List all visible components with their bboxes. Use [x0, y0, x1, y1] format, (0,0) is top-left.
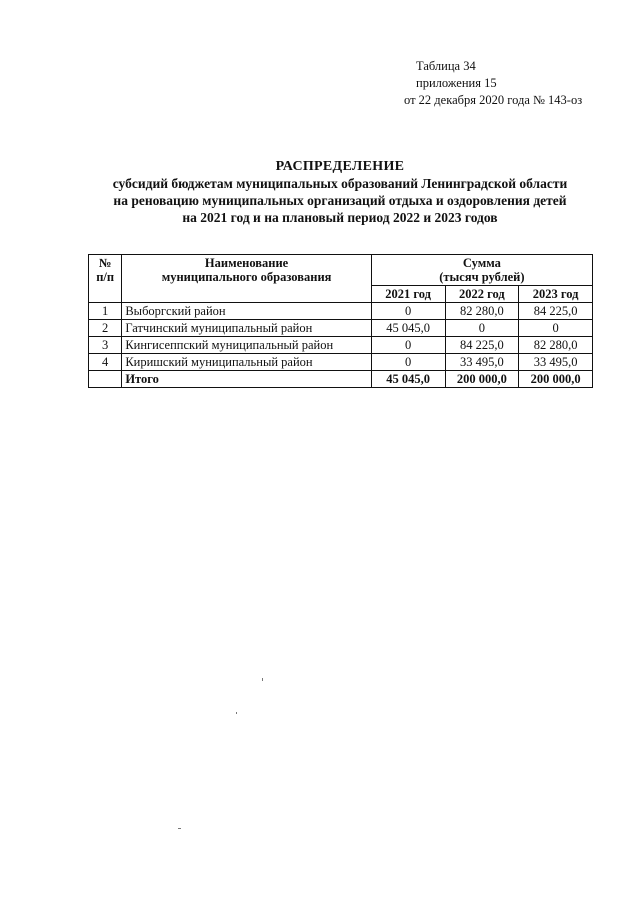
header-sum-unit: (тысяч рублей)	[439, 270, 525, 284]
header-name-line-2: муниципального образования	[161, 270, 332, 284]
row-value-2021: 0	[371, 354, 445, 371]
header-sum	[371, 255, 592, 286]
reference-table-number: Таблица 34	[416, 59, 476, 73]
header-year-2023: 2023 год	[519, 286, 593, 303]
total-label: Итого	[122, 371, 371, 388]
row-value-2022: 33 495,0	[445, 354, 519, 371]
scan-speck	[236, 712, 237, 714]
header-name	[122, 255, 371, 303]
header-number-abbr: п/п	[96, 270, 115, 284]
table-row	[89, 337, 593, 354]
distribution-table	[88, 254, 593, 388]
row-value-2023: 84 225,0	[519, 303, 593, 320]
row-value-2022: 84 225,0	[445, 337, 519, 354]
table-row	[89, 354, 593, 371]
header-name-line-1: Наименование	[204, 256, 289, 270]
row-name: Выборгский район	[122, 303, 371, 320]
total-value-2023: 200 000,0	[519, 371, 593, 388]
row-name: Кингисеппский муниципальный район	[122, 337, 371, 354]
document-subtitle-line-1: субсидий бюджетам муниципальных образований Ленинградской области	[112, 176, 568, 191]
row-value-2021: 45 045,0	[371, 320, 445, 337]
reference-law-date: от 22 декабря 2020 года № 143-оз	[404, 93, 583, 107]
row-value-2022: 0	[445, 320, 519, 337]
row-value-2023: 82 280,0	[519, 337, 593, 354]
row-name: Гатчинский муниципальный район	[122, 320, 371, 337]
scan-speck	[178, 828, 181, 829]
row-number: 2	[89, 320, 122, 337]
row-name: Киришский муниципальный район	[122, 354, 371, 371]
document-subtitle-line-3: на 2021 год и на плановый период 2022 и 2023 годов	[182, 210, 498, 225]
row-number: 1	[89, 303, 122, 320]
row-number: 3	[89, 337, 122, 354]
reference-appendix: приложения 15	[416, 76, 497, 90]
row-value-2021: 0	[371, 303, 445, 320]
row-value-2023: 0	[519, 320, 593, 337]
header-number-symbol: №	[98, 256, 112, 270]
document-subtitle-line-2: на реновацию муниципальных организаций отдыха и оздоровления детей	[113, 193, 567, 208]
row-value-2021: 0	[371, 337, 445, 354]
header-year-2022: 2022 год	[445, 286, 519, 303]
row-value-2022: 82 280,0	[445, 303, 519, 320]
table-total-row	[89, 371, 593, 388]
total-number-empty	[89, 371, 122, 388]
total-value-2021: 45 045,0	[371, 371, 445, 388]
total-value-2022: 200 000,0	[445, 371, 519, 388]
table-row	[89, 320, 593, 337]
header-sum-line-1: Сумма	[462, 256, 501, 270]
header-year-2021: 2021 год	[371, 286, 445, 303]
header-number	[89, 255, 122, 303]
row-value-2023: 33 495,0	[519, 354, 593, 371]
reference-block	[404, 58, 582, 109]
table-header-row	[89, 255, 593, 286]
row-number: 4	[89, 354, 122, 371]
table-row	[89, 303, 593, 320]
document-title: РАСПРЕДЕЛЕНИЕ	[275, 159, 405, 174]
scan-speck	[262, 678, 263, 681]
document-heading	[60, 158, 620, 226]
